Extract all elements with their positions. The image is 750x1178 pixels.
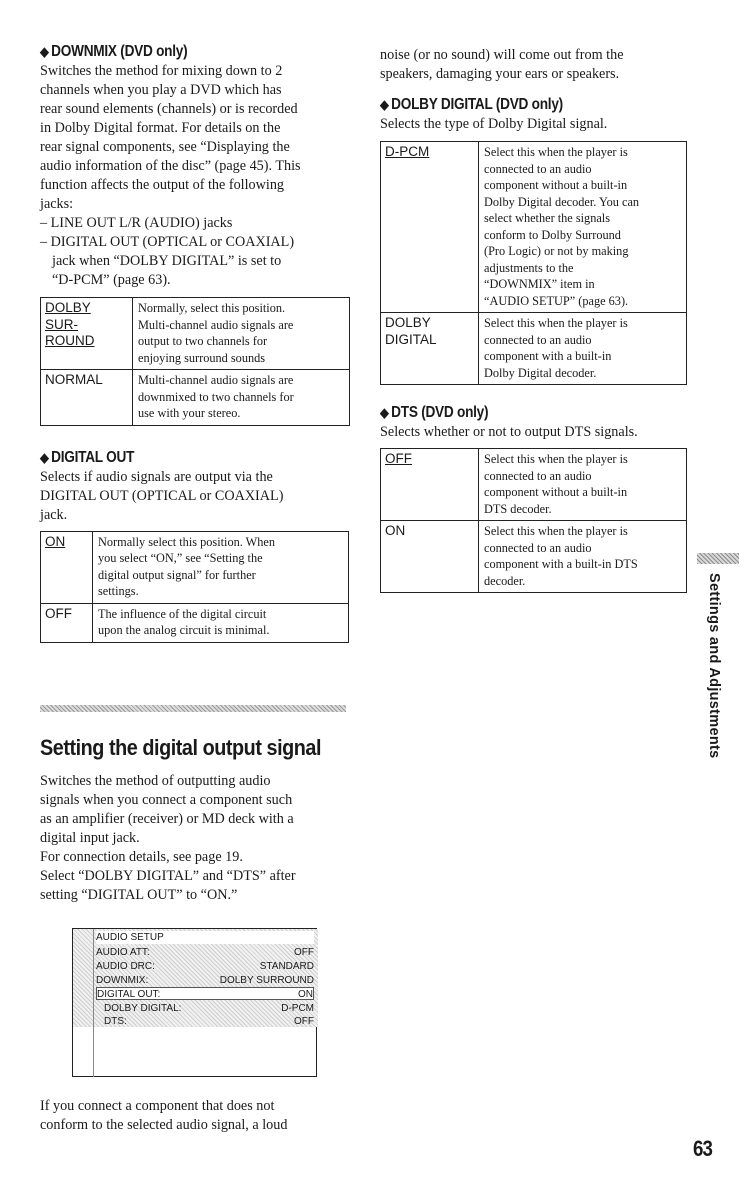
dolby-digital-options-table [380, 141, 687, 385]
bullet-diamond-icon: ◆ [380, 405, 389, 420]
menu-row: DTS: OFF [104, 1016, 314, 1027]
option-key: DOLBY DIGITAL [381, 313, 479, 385]
closing-paragraph: If you connect a component that does not conform to the selected audio signal, a loud [40, 1098, 288, 1133]
dts-options-table [380, 448, 687, 593]
option-key: NORMAL [41, 370, 133, 426]
option-description: Select this when the player is connected to an audio component without a built-in DTS decoder. [479, 449, 687, 521]
option-key: OFF [381, 449, 479, 521]
option-description: Normally select this position. When you select “ON,” see “Setting the digital output signal” for further settings. [93, 531, 349, 603]
digital-out-heading: ◆ DIGITAL OUT [40, 448, 135, 466]
bullet-diamond-icon: ◆ [40, 44, 49, 59]
section-description: Switches the method of outputting audio signals when you connect a component such as an amplifier (receiver) or MD deck with a digital input jack. For connection details, see page 19. Select “DOLBY DIGITAL” and “DTS” after setting “DIGITAL OUT” to “ON.” [40, 773, 296, 903]
table-row [41, 298, 350, 370]
dts-heading: ◆ DTS (DVD only) [380, 404, 489, 421]
option-description: Select this when the player is connected to an audio component with a built-in Dolby Digital decoder. [479, 313, 687, 385]
table-row [41, 370, 350, 426]
side-tab-label: Settings and Adjustments [706, 573, 722, 759]
downmix-description: Switches the method for mixing down to 2 channels when you play a DVD which has rear sound elements (channels) or is recorded in Dolby Digital format. For details on the rear signal components, see “Displaying the audio information of the disc” (page 45). This function affects the output of the following jacks: – LINE OUT L/R (AUDIO) jacks – DIGITAL OUT (OPTICAL or COAXIAL) jack when “DOLBY DIGITAL” is set to “D-PCM” (page 63). [40, 62, 346, 290]
table-row [381, 521, 687, 593]
section-divider-bar [40, 705, 346, 712]
option-description: Select this when the player is connected to an audio component with a built-in DTS decoder. [479, 521, 687, 593]
option-description: Select this when the player is connected to an audio component without a built-in Dolby Digital decoder. You can select whether the signals conform to Dolby Surround (Pro Logic) or not by making adjustments to the “DOWNMIX” item in “AUDIO SETUP” (page 63). [479, 142, 687, 313]
menu-row-selected: DIGITAL OUT: ON [97, 989, 313, 1000]
bullet-diamond-icon: ◆ [40, 449, 49, 465]
table-row [381, 313, 687, 385]
digital-out-description: Selects if audio signals are output via the DIGITAL OUT (OPTICAL or COAXIAL) jack. [40, 468, 284, 523]
menu-row: DOWNMIX: DOLBY SURROUND [96, 975, 314, 986]
dts-description: Selects whether or not to output DTS signals. [380, 424, 638, 440]
jack-item: – DIGITAL OUT (OPTICAL or COAXIAL) [40, 234, 295, 250]
option-key: D-PCM [381, 142, 479, 313]
digital-out-options-table [40, 531, 349, 643]
option-description: The influence of the digital circuit upon the analog circuit is minimal. [93, 603, 349, 642]
screen-left-rule [93, 929, 94, 1077]
downmix-options-table [40, 297, 350, 426]
left-column [40, 40, 346, 643]
bullet-diamond-icon: ◆ [380, 97, 389, 112]
downmix-heading: ◆ DOWNMIX (DVD only) [40, 43, 188, 60]
option-key: DOLBY SUR- ROUND [41, 298, 133, 370]
menu-row: DOLBY DIGITAL: D-PCM [104, 1003, 314, 1014]
table-row [381, 449, 687, 521]
dolby-digital-description: Selects the type of Dolby Digital signal. [380, 116, 608, 132]
right-column [380, 40, 686, 593]
option-key: ON [381, 521, 479, 593]
section-title: Setting the digital output signal [40, 735, 322, 760]
screen-header: AUDIO SETUP [96, 931, 314, 944]
table-row [41, 603, 349, 642]
menu-row: AUDIO DRC: STANDARD [96, 961, 314, 972]
option-key: OFF [41, 603, 93, 642]
option-description: Multi-channel audio signals are downmixed to two channels for use with your stereo. [133, 370, 350, 426]
dolby-digital-heading: ◆ DOLBY DIGITAL (DVD only) [380, 96, 563, 113]
audio-setup-screen [72, 928, 317, 1077]
page-number: 63 [693, 1136, 713, 1161]
table-row [381, 142, 687, 313]
table-row [41, 531, 349, 603]
jack-item: – LINE OUT L/R (AUDIO) jacks [40, 215, 233, 231]
side-tab-bar [697, 553, 739, 564]
continuation-text: noise (or no sound) will come out from the speakers, damaging your ears or speakers. [380, 47, 624, 82]
menu-row: AUDIO ATT: OFF [96, 947, 314, 958]
option-key: ON [41, 531, 93, 603]
option-description: Normally, select this position. Multi-channel audio signals are output to two channels for enjoying surround sounds [133, 298, 350, 370]
